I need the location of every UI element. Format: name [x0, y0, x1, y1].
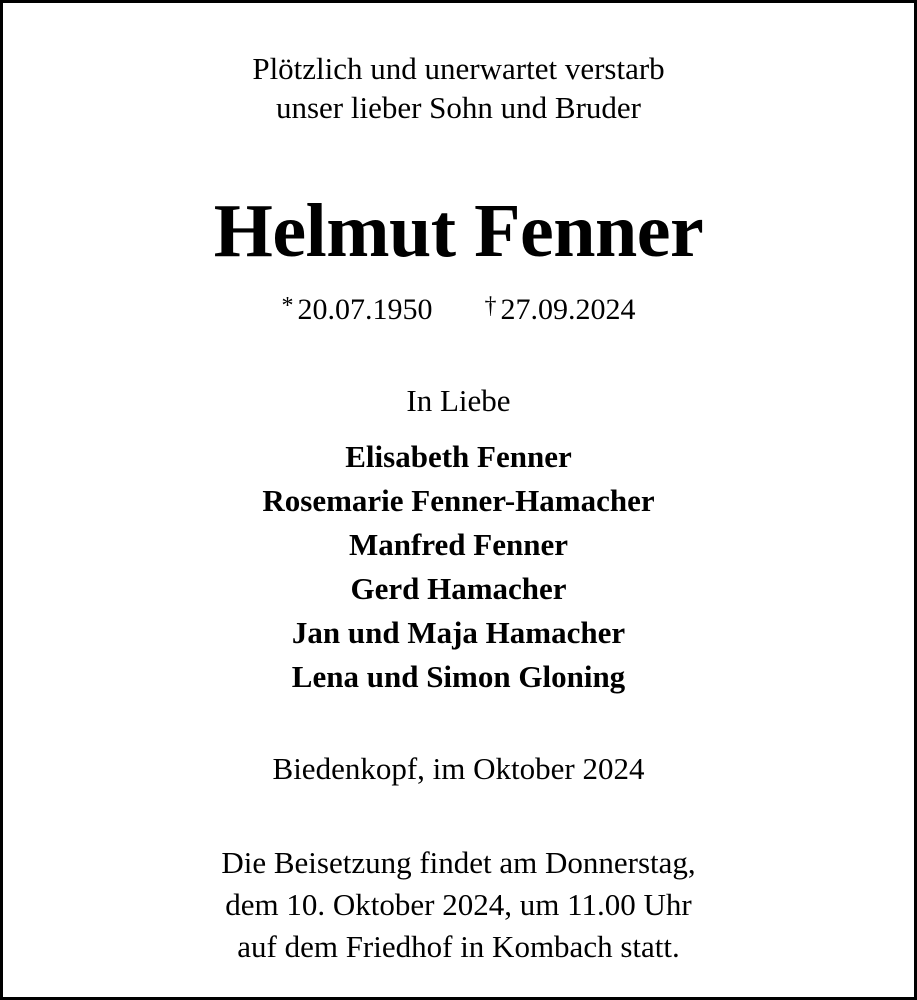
funeral-info: [3, 842, 914, 968]
life-dates: [3, 286, 914, 330]
mourners-heading: In Liebe: [406, 383, 511, 418]
birth-symbol: *: [281, 293, 294, 319]
intro-line-2: unser lieber Sohn und Bruder: [275, 90, 642, 125]
birth-date: 20.07.1950: [297, 293, 433, 326]
mourner-name: Elisabeth Fenner: [345, 439, 572, 474]
funeral-line-2: dem 10. Oktober 2024, um 11.00 Uhr: [225, 887, 692, 922]
mourner-name: Manfred Fenner: [349, 527, 568, 562]
intro-text: [3, 49, 914, 127]
intro-line-1: Plötzlich und unerwartet verstarb: [252, 51, 665, 86]
mourner-name: Gerd Hamacher: [350, 571, 567, 606]
deceased-name: Helmut Fenner: [213, 189, 704, 273]
death-date: 27.09.2024: [500, 293, 636, 326]
mourner-name: Jan und Maja Hamacher: [291, 615, 626, 650]
death-symbol: †: [484, 293, 497, 319]
place-and-date: Biedenkopf, im Oktober 2024: [272, 751, 645, 786]
mourners-list: [3, 435, 914, 699]
mourner-name: Lena und Simon Gloning: [291, 659, 626, 694]
funeral-line-3: auf dem Friedhof in Kombach statt.: [237, 929, 680, 964]
funeral-line-1: Die Beisetzung findet am Donnerstag,: [221, 845, 696, 880]
mourner-name: Rosemarie Fenner-Hamacher: [262, 483, 655, 518]
